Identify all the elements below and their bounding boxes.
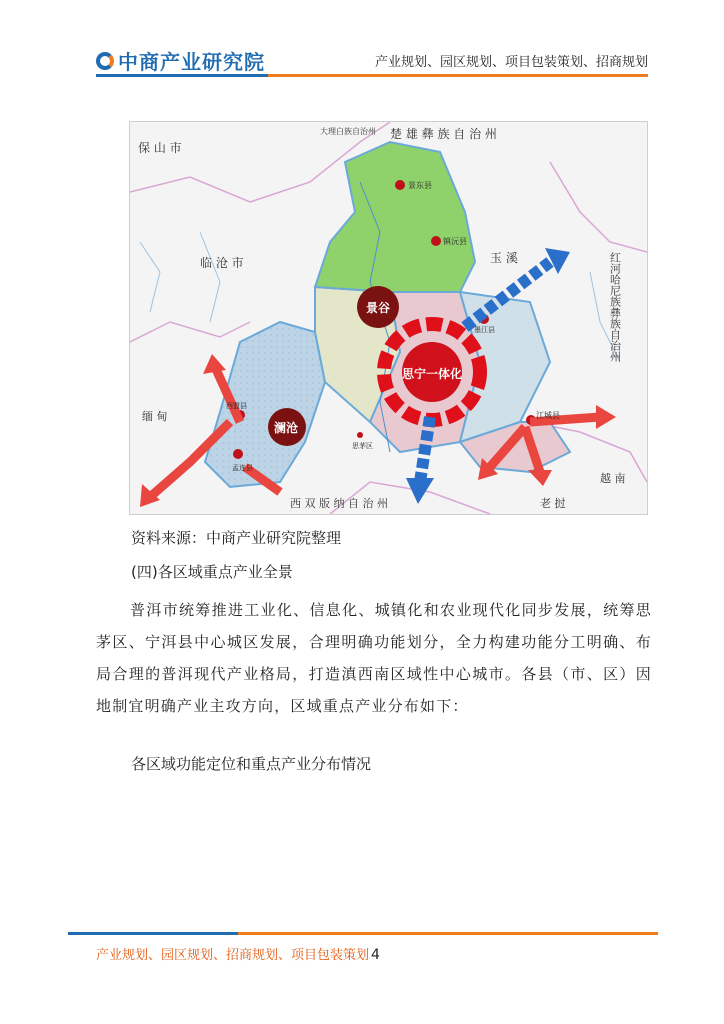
header-divider-orange: [268, 74, 648, 77]
map-label-vietnam: 越 南: [600, 472, 626, 485]
header-divider-blue: [96, 74, 268, 77]
page-number: 4: [371, 947, 380, 963]
map-label-jingdong: 景东县: [408, 181, 432, 190]
figure-source: 资料来源：中商产业研究院整理: [131, 529, 342, 547]
map-core-label: 思宁一体化: [402, 367, 463, 381]
brand-logo: [96, 46, 265, 75]
footer-tagline: 产业规划、园区规划、招商规划、项目包装策划: [96, 948, 370, 963]
page-header: [0, 0, 724, 90]
map-label-yuxi: 玉 溪: [490, 251, 518, 265]
map-label-honghe: 红河哈尼族彝族自治州: [608, 252, 622, 362]
footer-divider-blue: [68, 932, 238, 935]
map-hub-lancang: 澜沧: [274, 421, 299, 435]
map-label-mojiang: 墨江县: [474, 326, 495, 334]
map-label-xishuangbanna: 西 双 版 纳 自 治 州: [290, 497, 388, 510]
page-footer: [96, 944, 380, 963]
logo-text: 中商产业研究院: [118, 50, 265, 74]
header-tagline: 产业规划、园区规划、项目包装策划、招商规划: [374, 55, 648, 70]
map-label-lincang: 临 沧 市: [200, 256, 244, 270]
map-label-baoshan: 保 山 市: [138, 141, 182, 155]
map-label-jiangcheng: 江城县: [536, 411, 560, 420]
map-label-laos: 老 挝: [540, 497, 566, 510]
map-label-myanmar: 缅 甸: [142, 410, 168, 423]
logo-icon: [96, 52, 114, 70]
map-hub-jinggu: 景谷: [366, 301, 391, 315]
map-label-ximeng: 西盟县: [226, 402, 247, 410]
map-label-dali: 大理白族自治州: [320, 127, 376, 136]
regional-map: [129, 121, 648, 515]
table-caption: 各区域功能定位和重点产业分布情况: [131, 755, 372, 773]
map-label-simao: 思茅区: [352, 442, 373, 450]
body-paragraph: 普洱市统筹推进工业化、信息化、城镇化和农业现代化同步发展，统筹思茅区、宁洱县中心城区发展，合理明确功能划分，全力构建功能分工明确、布局合理的普洱现代产业格局，打造滇西南区域性中心城市。各县（市、区）因地制宜明确产业主攻方向，区域重点产业分布如下：: [96, 601, 652, 715]
footer-divider-orange: [238, 932, 658, 935]
map-label-chuxiong: 楚 雄 彝 族 自 治 州: [390, 127, 497, 141]
map-label-zhenyuan: 镇沅县: [443, 237, 467, 246]
section-heading: (四)各区域重点产业全景: [131, 563, 293, 581]
map-label-menglian: 孟连县: [232, 464, 253, 472]
